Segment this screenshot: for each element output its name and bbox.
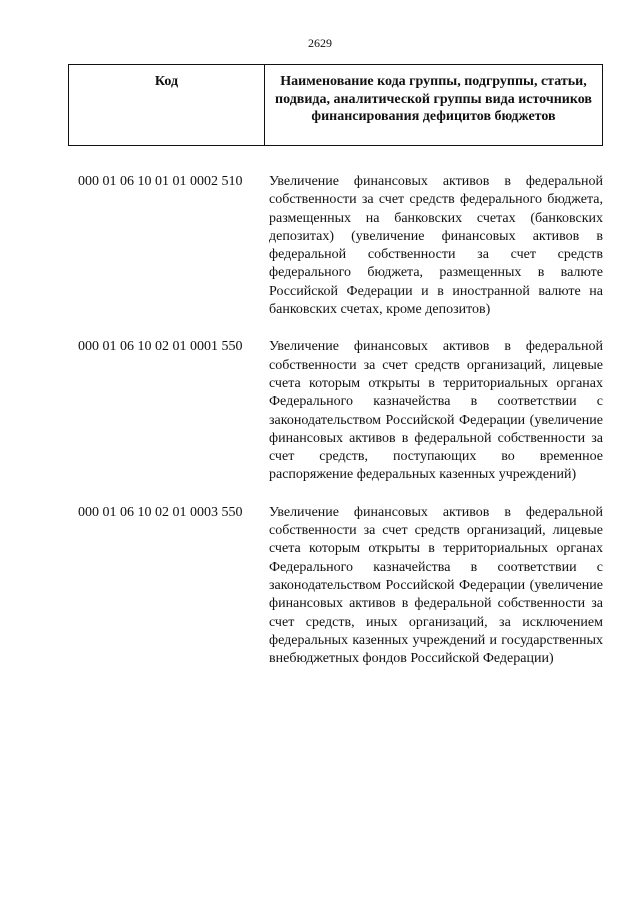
row-description: Увеличение финансовых активов в федеральной собственности за счет средств организаций, лицевые счета которым открыты в территориальных органах Федерального казначейства в соответствии с законодательством Российской Федерации (увеличение финансовых активов в федеральной собственности за счет средств, иных организаций, за исключением федеральных казенных учреждений и государственных внебюджетных фондов Российской Федерации) [269, 504, 603, 667]
row-code: 000 01 06 10 02 01 0003 550 [78, 504, 243, 520]
header-name-label: Наименование кода группы, подгруппы, статьи, подвида, аналитической группы вида источников финансирования дефицитов бюджетов [275, 74, 592, 124]
row-description: Увеличение финансовых активов в федеральной собственности за счет средств организаций, лицевые счета которым открыты в территориальных органах Федерального казначейства в соответствии с законодательством Российской Федерации (увеличение финансовых активов в федеральной собственности за счет средств, поступающих во временное распоряжение федеральных казенных учреждений) [269, 339, 603, 483]
table-row [78, 338, 603, 484]
row-code: 000 01 06 10 02 01 0001 550 [78, 339, 243, 355]
page-number: 2629 [308, 36, 332, 50]
header-code-label: Код [69, 65, 265, 145]
row-description: Увеличение финансовых активов в федеральной собственности за счет средств федерального бюджета, размещенных на банковских счетах (банковских депозитах) (увеличение финансовых активов в федеральной собственности за счет средств федерального бюджета, размещенных в валюте Российской Федерации и в иностранной валюте на банковских счетах, кроме депозитов) [269, 174, 603, 318]
table-body [78, 173, 603, 687]
table-header [68, 64, 603, 146]
table-row [78, 504, 603, 669]
row-code: 000 01 06 10 01 01 0002 510 [78, 174, 243, 189]
table-row [78, 173, 603, 319]
